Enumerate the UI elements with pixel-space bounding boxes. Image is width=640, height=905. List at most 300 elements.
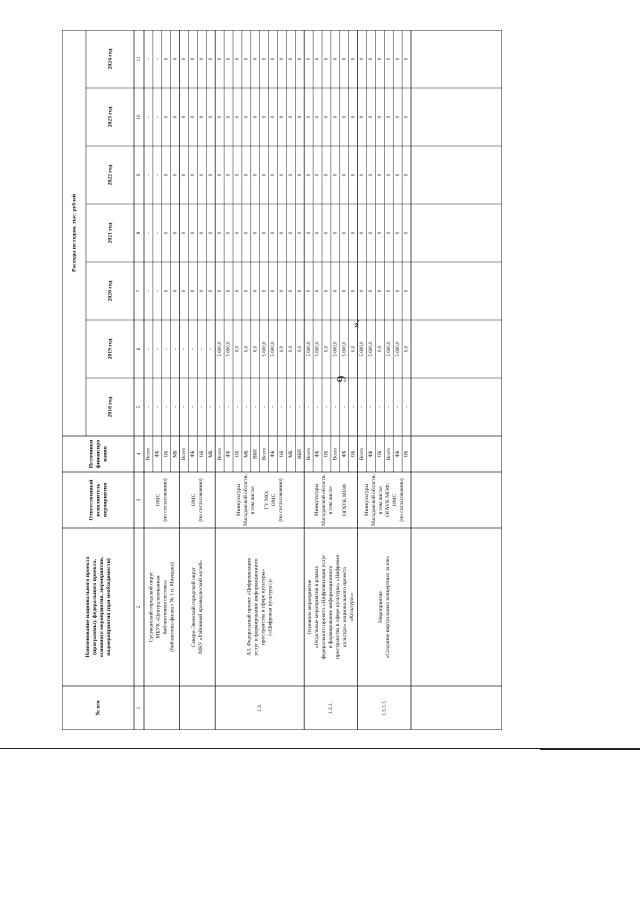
source-cell: Всего — [217, 447, 223, 461]
value-cell: - — [360, 406, 366, 408]
value-cell: 0 — [297, 289, 303, 293]
value-cell: - — [155, 290, 161, 292]
value-cell: 0,0 — [297, 345, 303, 353]
value-cell: 0 — [360, 173, 366, 177]
row-responsible: в том числе: — [328, 485, 335, 515]
value-cell: 5 600,0 — [369, 341, 375, 357]
value-cell: 0 — [351, 115, 357, 119]
value-cell: - — [404, 406, 410, 408]
value-cell: 0 — [235, 173, 241, 177]
value-cell: 0 — [226, 115, 232, 119]
value-cell: 0 — [351, 289, 357, 293]
source-cell: ФБ — [369, 450, 375, 458]
index-cell: 9 — [137, 173, 143, 177]
value-cell: 0 — [404, 173, 410, 177]
value-cell: 0 — [217, 57, 223, 61]
value-cell: 0 — [191, 289, 197, 293]
value-cell: 0 — [342, 231, 348, 235]
value-cell: 5 600,0 — [217, 341, 223, 357]
index-cell: 3 — [137, 498, 143, 502]
row-responsible: ОГАУК МОФ — [342, 483, 349, 517]
value-cell: 0 — [173, 115, 179, 119]
value-cell: 0 — [395, 173, 401, 177]
value-cell: - — [199, 348, 205, 350]
header-year: 2019 год — [107, 338, 114, 360]
row-number: 1.3.1.1. — [381, 699, 388, 717]
value-cell: 0,0 — [253, 345, 259, 353]
row-number: 1.3. — [256, 703, 263, 713]
value-cell: 0 — [351, 173, 357, 177]
value-cell: 0 — [324, 115, 330, 119]
source-cell: МБ — [173, 450, 179, 458]
value-cell: 5 600,0 — [315, 341, 321, 357]
rotated-table-body — [62, 30, 502, 730]
value-cell: 0 — [173, 231, 179, 235]
row-responsible: Минкультуры — [364, 483, 371, 517]
header-expenses: Расходы по годам, тыс. рублей — [71, 193, 78, 273]
value-cell: 0 — [395, 289, 401, 293]
value-cell: 0,0 — [377, 345, 383, 353]
value-cell: 5 600,0 — [262, 341, 268, 357]
value-cell: 0 — [288, 231, 294, 235]
value-cell: - — [191, 406, 197, 408]
source-cell: ФБ — [271, 450, 277, 458]
source-cell: Всего — [262, 447, 268, 461]
value-cell: 0 — [253, 57, 259, 61]
source-cell: МБ — [244, 450, 250, 458]
index-cell: 5 — [137, 405, 143, 409]
value-cell: 0 — [208, 173, 214, 177]
row-name: («Цифровая культура»)» — [267, 578, 274, 636]
header-sources: Источники — [88, 439, 95, 469]
value-cell: - — [146, 406, 152, 408]
value-cell: - — [164, 348, 170, 350]
header-sources: вания — [102, 446, 109, 462]
value-cell: 0 — [297, 57, 303, 61]
source-cell: Всего — [386, 447, 392, 461]
value-cell: 0 — [333, 173, 339, 177]
value-cell: 0 — [306, 173, 312, 177]
row-responsible: в том числе: — [378, 485, 385, 515]
value-cell: - — [297, 406, 303, 408]
value-cell: 0,0 — [244, 345, 250, 353]
value-cell: - — [155, 174, 161, 176]
value-cell: - — [217, 406, 223, 408]
source-cell: ВБИ — [253, 449, 259, 459]
value-cell: 0 — [306, 231, 312, 235]
value-cell: 0 — [182, 173, 188, 177]
value-cell: 5 600,0 — [271, 341, 277, 357]
value-cell: 0 — [182, 231, 188, 235]
value-cell: 0 — [244, 173, 250, 177]
row-name: «Создание виртуальных концертных залов» — [385, 555, 392, 659]
value-cell: 0 — [262, 57, 268, 61]
page-number: 9 — [333, 375, 349, 383]
value-cell: - — [262, 406, 268, 408]
index-cell: 1 — [137, 706, 143, 710]
index-cell: 7 — [137, 289, 143, 293]
value-cell: 0 — [244, 289, 250, 293]
value-cell: 5 600,0 — [333, 341, 339, 357]
value-cell: 0 — [280, 289, 286, 293]
source-cell: ОБ — [235, 450, 241, 458]
value-cell: 0 — [226, 289, 232, 293]
value-cell: 0 — [297, 115, 303, 119]
value-cell: 0 — [324, 173, 330, 177]
value-cell: - — [315, 406, 321, 408]
value-cell: - — [146, 174, 152, 176]
value-cell: - — [369, 406, 375, 408]
header-responsible: мероприятия — [102, 482, 109, 518]
value-cell: 0 — [253, 173, 259, 177]
value-cell: 0 — [271, 115, 277, 119]
source-cell: ОБ — [404, 450, 410, 458]
value-cell: 0 — [226, 57, 232, 61]
value-cell: 0 — [191, 231, 197, 235]
value-cell: 5 600,0 — [395, 341, 401, 357]
source-cell: ФБ — [191, 450, 197, 458]
value-cell: 0 — [315, 231, 321, 235]
source-cell: ОБ — [377, 450, 383, 458]
row-responsible: Минкультуры — [314, 483, 321, 517]
source-cell: ФБ — [395, 450, 401, 458]
row-name: А3. Федеральный проект «Цифровизация — [246, 558, 253, 656]
row-responsible: ОМС — [191, 493, 198, 507]
row-responsible: (по согласованию) — [162, 478, 169, 522]
value-cell: 0 — [173, 57, 179, 61]
value-cell: - — [146, 290, 152, 292]
value-cell: 0 — [306, 57, 312, 61]
row-name: пространства в сфере культуры» «Цифровая — [335, 555, 342, 659]
row-name: МКУ «Районный краеведческий музей» — [198, 560, 205, 654]
value-cell: 0 — [395, 57, 401, 61]
value-cell: 0 — [253, 231, 259, 235]
value-cell: 0 — [235, 231, 241, 235]
value-cell: 0 — [369, 231, 375, 235]
value-cell: 0 — [324, 289, 330, 293]
header-responsible: Ответственный — [88, 479, 95, 521]
row-responsible: Магаданской области, — [321, 474, 328, 526]
value-cell: 0 — [262, 231, 268, 235]
value-cell: - — [155, 406, 161, 408]
value-cell: 0 — [262, 115, 268, 119]
source-cell: ФБ — [155, 450, 161, 458]
row-responsible: (по согласованию) — [198, 478, 205, 522]
value-cell: - — [280, 406, 286, 408]
row-name: Мероприятие — [378, 591, 385, 623]
value-cell: - — [235, 406, 241, 408]
value-cell: - — [271, 406, 277, 408]
row-responsible: ОМС — [270, 493, 277, 507]
value-cell: - — [351, 406, 357, 408]
value-cell: 0 — [199, 289, 205, 293]
value-cell: 0 — [173, 173, 179, 177]
value-cell: 0 — [271, 173, 277, 177]
value-cell: 0 — [342, 115, 348, 119]
row-name: федерального проекта «Цифровизация услуг — [321, 554, 328, 660]
value-cell: - — [155, 232, 161, 234]
value-cell: 0 — [217, 173, 223, 177]
value-cell: - — [173, 348, 179, 350]
value-cell: 0,0 — [324, 345, 330, 353]
value-cell: 0 — [404, 289, 410, 293]
value-cell: 0,0 — [351, 345, 357, 353]
header-name: основного мероприятия, мероприятия, — [98, 556, 105, 658]
value-cell: 0 — [199, 115, 205, 119]
header-year: 2024 год — [107, 48, 114, 70]
value-cell: - — [333, 406, 339, 408]
row-responsible: Минкультуры — [235, 483, 242, 517]
value-cell: 0 — [377, 231, 383, 235]
value-cell: 0 — [342, 173, 348, 177]
index-cell: 10 — [137, 114, 143, 120]
value-cell: 0 — [199, 231, 205, 235]
row-name: и формирование информационного — [328, 565, 335, 649]
value-cell: 0 — [217, 289, 223, 293]
value-cell: 0 — [360, 231, 366, 235]
value-cell: 5 600,0 — [342, 341, 348, 357]
value-cell: - — [208, 348, 214, 350]
row-name: (библиотека-филиал № 1 п. Мяунджа) — [169, 562, 176, 652]
header-name: подмероприятия (при необходимости) — [105, 558, 112, 656]
value-cell: 0 — [244, 231, 250, 235]
value-cell: 0 — [386, 115, 392, 119]
row-responsible: (по согласованию) — [399, 478, 406, 522]
value-cell: 0 — [173, 289, 179, 293]
value-cell: 0 — [315, 57, 321, 61]
header-year: 2020 год — [107, 280, 114, 302]
value-cell: 0 — [360, 115, 366, 119]
value-cell: - — [306, 406, 312, 408]
source-cell: МБ — [208, 450, 214, 458]
value-cell: 0 — [244, 115, 250, 119]
row-name: Сусуманский городской округ — [148, 571, 155, 643]
value-cell: 0 — [217, 231, 223, 235]
row-name: «Отдельные мероприятия в рамках — [314, 565, 321, 649]
value-cell: 0 — [235, 115, 241, 119]
value-cell: 5 600,0 — [360, 341, 366, 357]
value-cell: 0 — [324, 57, 330, 61]
value-cell: 5 600,0 — [306, 341, 312, 357]
value-cell: 0 — [404, 231, 410, 235]
value-cell: - — [146, 116, 152, 118]
value-cell: 0 — [208, 115, 214, 119]
value-cell: 0 — [333, 231, 339, 235]
header-year: 2023 год — [107, 106, 114, 128]
value-cell: - — [182, 348, 188, 350]
value-cell: - — [395, 406, 401, 408]
value-cell: 0 — [208, 289, 214, 293]
row-name: пространства в сфере культуры» — [260, 568, 267, 646]
value-cell: 0 — [386, 231, 392, 235]
value-cell: - — [191, 348, 197, 350]
source-cell: Всего — [146, 447, 152, 461]
value-cell: 0 — [271, 57, 277, 61]
value-cell: 0 — [315, 289, 321, 293]
value-cell: 0 — [191, 173, 197, 177]
value-cell: 0 — [182, 57, 188, 61]
source-cell: ВБИ — [297, 449, 303, 459]
header-name: Наименование национального проекта — [84, 556, 91, 658]
value-cell: 0 — [235, 57, 241, 61]
row-number: 1.3.1. — [328, 701, 335, 715]
header-year: 2018 год — [107, 396, 114, 418]
value-cell: 0 — [360, 289, 366, 293]
value-cell: 0 — [280, 231, 286, 235]
value-cell: 0 — [360, 57, 366, 61]
value-cell: 0 — [199, 173, 205, 177]
value-cell: 0 — [306, 289, 312, 293]
source-cell: МБ — [288, 450, 294, 458]
bottom-rule-thick — [540, 748, 640, 750]
value-cell: 0,0 — [280, 345, 286, 353]
value-cell: - — [146, 58, 152, 60]
row-responsible: ГУ МО; — [263, 490, 270, 510]
value-cell: 0 — [333, 289, 339, 293]
value-cell: 0 — [377, 57, 383, 61]
source-cell: ОБ — [199, 450, 205, 458]
value-cell: 0 — [395, 231, 401, 235]
value-cell: - — [244, 406, 250, 408]
value-cell: 0 — [395, 115, 401, 119]
source-cell: ОБ — [324, 450, 330, 458]
value-cell: 0 — [182, 289, 188, 293]
header-year: 2022 год — [107, 164, 114, 186]
value-cell: 0 — [324, 231, 330, 235]
value-cell: 0 — [377, 289, 383, 293]
source-cell: Всего — [182, 447, 188, 461]
value-cell: 0 — [369, 115, 375, 119]
value-cell: 0 — [271, 289, 277, 293]
source-cell: Всего — [333, 447, 339, 461]
source-cell: Всего — [360, 447, 366, 461]
row-responsible: Магаданской области, — [371, 474, 378, 526]
value-cell: 0 — [342, 289, 348, 293]
value-cell: - — [155, 348, 161, 350]
value-cell: 0 — [182, 115, 188, 119]
value-cell: 0 — [208, 231, 214, 235]
value-cell: 0 — [226, 173, 232, 177]
value-cell: 0 — [369, 173, 375, 177]
header-sources: финансиро — [95, 439, 102, 469]
row-name: «Культура»» — [349, 592, 356, 622]
value-cell: 0 — [164, 173, 170, 177]
closing-quote: ». — [350, 319, 362, 328]
value-cell: 0 — [377, 115, 383, 119]
value-cell: - — [155, 116, 161, 118]
value-cell: 0 — [386, 289, 392, 293]
source-cell: ФБ — [342, 450, 348, 458]
financing-table — [62, 30, 502, 730]
value-cell: 0 — [262, 173, 268, 177]
value-cell: 0 — [164, 231, 170, 235]
value-cell: 0 — [351, 231, 357, 235]
value-cell: - — [253, 406, 259, 408]
value-cell: 0 — [280, 57, 286, 61]
header-name: (программы), федерального проекта, — [91, 559, 98, 655]
value-cell: 0 — [271, 231, 277, 235]
value-cell: 0 — [191, 57, 197, 61]
source-cell: ОБ — [164, 450, 170, 458]
value-cell: 0 — [280, 173, 286, 177]
value-cell: 0 — [288, 173, 294, 177]
value-cell: - — [173, 406, 179, 408]
value-cell: - — [164, 406, 170, 408]
row-name: Северо-Эвенский городской округ — [191, 566, 198, 648]
value-cell: - — [182, 406, 188, 408]
row-responsible: (по согласованию) — [277, 478, 284, 522]
index-cell: 8 — [137, 231, 143, 235]
value-cell: 0 — [297, 231, 303, 235]
value-cell: 0 — [244, 57, 250, 61]
value-cell: 0 — [280, 115, 286, 119]
source-cell: ФБ — [226, 450, 232, 458]
value-cell: - — [208, 406, 214, 408]
row-name: МБУК «Централизованная — [155, 575, 162, 639]
value-cell: 0 — [333, 115, 339, 119]
value-cell: 0,0 — [235, 345, 241, 353]
row-name: услуг и формирование информационного — [253, 558, 260, 656]
value-cell: 0 — [404, 57, 410, 61]
row-responsible: Магаданской области, — [242, 474, 249, 526]
value-cell: 0 — [235, 289, 241, 293]
value-cell: 0 — [253, 115, 259, 119]
value-cell: 0 — [404, 115, 410, 119]
header-number: № п/п — [95, 700, 102, 716]
value-cell: 0 — [333, 57, 339, 61]
value-cell: 0 — [208, 57, 214, 61]
value-cell: 0 — [369, 57, 375, 61]
value-cell: - — [226, 406, 232, 408]
value-cell: 0 — [262, 289, 268, 293]
value-cell: 0 — [164, 57, 170, 61]
value-cell: 0 — [342, 57, 348, 61]
value-cell: 0 — [288, 115, 294, 119]
value-cell: 0 — [386, 57, 392, 61]
value-cell: - — [146, 348, 152, 350]
value-cell: 0 — [288, 289, 294, 293]
header-responsible: исполнитель — [95, 483, 102, 517]
value-cell: 0 — [253, 289, 259, 293]
value-cell: - — [342, 406, 348, 408]
row-responsible: ОМС — [155, 493, 162, 507]
header-year: 2021 год — [107, 222, 114, 244]
value-cell: 0 — [386, 173, 392, 177]
value-cell: 5 600,0 — [226, 341, 232, 357]
source-cell: Всего — [306, 447, 312, 461]
value-cell: - — [386, 406, 392, 408]
value-cell: 0 — [369, 289, 375, 293]
row-name: библиотечная система» — [162, 579, 169, 635]
source-cell: ФБ — [315, 450, 321, 458]
value-cell: 0 — [377, 173, 383, 177]
value-cell: 0 — [199, 57, 205, 61]
value-cell: - — [146, 232, 152, 234]
value-cell: - — [288, 406, 294, 408]
value-cell: 0 — [351, 57, 357, 61]
value-cell: 0 — [217, 115, 223, 119]
row-responsible: ОГАУК МОФ; — [385, 483, 392, 517]
index-cell: 2 — [137, 605, 143, 609]
value-cell: - — [377, 406, 383, 408]
row-responsible: ОМС — [392, 493, 399, 507]
index-cell: 4 — [137, 452, 143, 456]
value-cell: 5 600,0 — [386, 341, 392, 357]
index-cell: 6 — [137, 347, 143, 351]
value-cell: 0,0 — [288, 345, 294, 353]
value-cell: 0 — [288, 57, 294, 61]
value-cell: - — [155, 58, 161, 60]
